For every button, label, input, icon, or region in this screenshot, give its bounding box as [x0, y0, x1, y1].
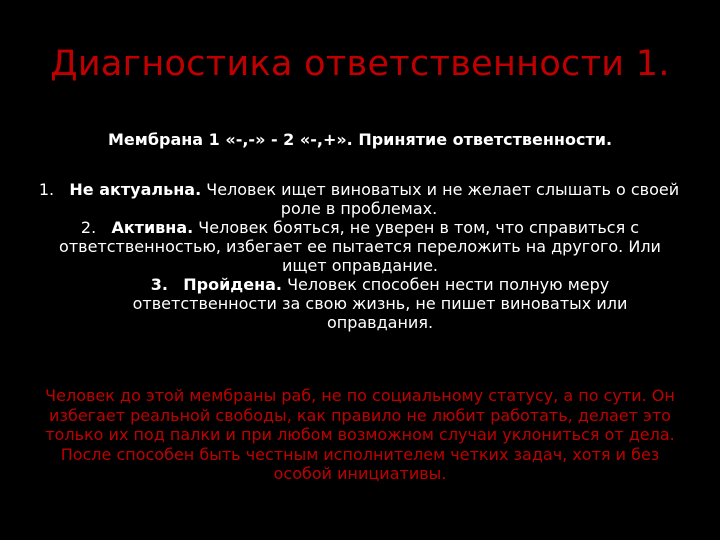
- list-item: [0, 275, 720, 332]
- list-item-number: 2.: [80, 218, 97, 237]
- list-item-number: 1.: [38, 180, 55, 199]
- list-item-text: Человек бояться, не уверен в том, что справиться с ответственностью, избегает ее пытается переложить на другого. Или ищет оправдание.: [59, 218, 661, 275]
- list-item-text: Человек способен нести полную меру ответственности за свою жизнь, не пишет виноватых или оправдания.: [132, 275, 628, 332]
- slide-title: Диагностика ответственности 1.: [50, 44, 670, 84]
- list-item: [0, 180, 720, 218]
- list-item-label: Активна.: [111, 218, 194, 237]
- list-item-label: Не актуальна.: [69, 180, 202, 199]
- conclusion-paragraph: Человек до этой мембраны раб, не по социальному статусу, а по сути. Он избегает реальной свободы, как правило не любит работать, делает это только их под палки и при любом возможном случаи уклониться от дела. После способен быть честным исполнителем четких задач, хотя и без особой инициативы.: [45, 386, 675, 483]
- list-item: [0, 218, 720, 275]
- numbered-list: [0, 180, 720, 332]
- slide-subtitle: Мембрана 1 «-,-» - 2 «-,+». Принятие ответственности.: [107, 130, 613, 149]
- list-item-number: 3.: [150, 275, 168, 294]
- list-item-label: Пройдена.: [183, 275, 282, 294]
- list-item-text: Человек ищет виноватых и не желает слышать о своей роле в проблемах.: [201, 180, 680, 218]
